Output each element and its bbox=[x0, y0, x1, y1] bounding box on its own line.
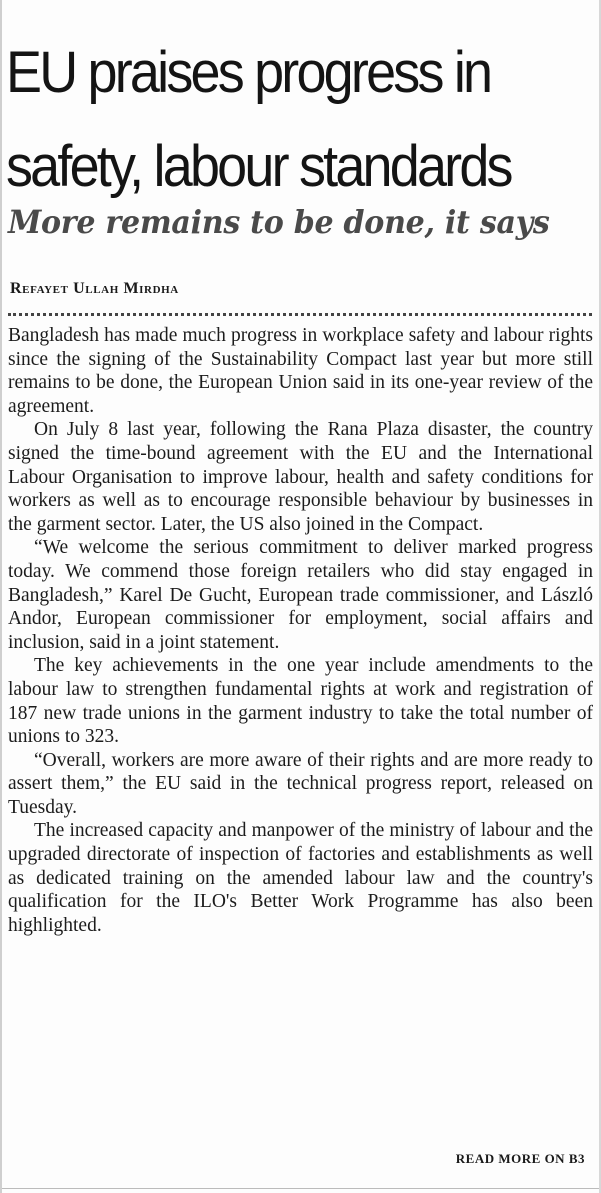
paragraph-4: The key achievements in the one year include amendments to the labour law to strengthen fundamental rights at work and registration of 187 new trade unions in the garment industry to take the total number of unions to 323. bbox=[8, 655, 593, 748]
byline: Refayet Ullah Mirdha bbox=[10, 280, 179, 297]
paragraph-1: Bangladesh has made much progress in workplace safety and labour rights since the signing of the Sustainability Compact last year but more still remains to be done, the European Union said in its one-year review of the agreement. bbox=[8, 325, 593, 417]
subheadline: More remains to be done, it says bbox=[8, 203, 550, 241]
paragraph-2: On July 8 last year, following the Rana Plaza disaster, the country signed the time-bound agreement with the EU and the International Labour Organisation to improve labour, health and safety conditions for workers as well as to encourage responsible behaviour by businesses in the garment sector. Later, the US also joined in the Compact. bbox=[8, 419, 593, 535]
paragraph-6: The increased capacity and manpower of the ministry of labour and the upgraded directorate of inspection of factories and establishments as well as dedicated training on the amended labour law and the country's qualification for the ILO's Better Work Programme has also been highlighted. bbox=[8, 820, 593, 936]
read-more-link[interactable]: READ MORE ON B3 bbox=[455, 1151, 585, 1166]
headline-line-2: safety, labour standards bbox=[6, 134, 511, 199]
bottom-rule bbox=[2, 1188, 599, 1189]
paragraph-5: “Overall, workers are more aware of their rights and are more ready to assert them,” the EU said in the technical progress report, released on Tuesday. bbox=[8, 749, 593, 818]
headline-line-1: EU praises progress in bbox=[6, 40, 491, 105]
paragraph-3: “We welcome the serious commitment to deliver marked progress today. We commend those foreign retailers who did stay engaged in Bangladesh,” Karel De Gucht, European trade commissioner, and László Andor, European commissioner for employment, social affairs and inclusion, said in a joint statement. bbox=[8, 537, 593, 653]
article-body bbox=[8, 324, 593, 937]
dotted-divider bbox=[8, 313, 592, 316]
